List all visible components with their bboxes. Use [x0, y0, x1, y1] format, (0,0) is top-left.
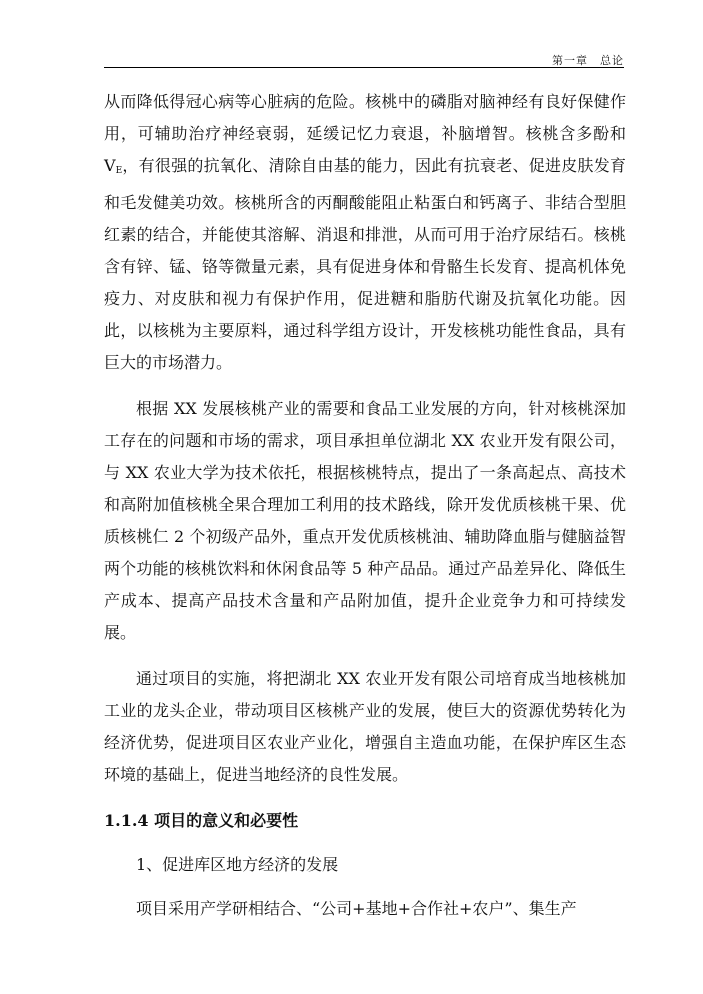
paragraph-2: 根据 XX 发展核桃产业的需要和食品工业发展的方向，针对核桃深加工存在的问题和市场的需求，项目承担单位湖北 XX 农业开发有限公司，与 XX 农业大学为技术依托，根据核桃特点，提出了一条高起点、高技术和高附加值核桃全果合理加工利用的技术路线，除开发优质核桃干果、优质核桃仁 2 个初级产品外，重点开发优质核桃油、辅助降血脂与健脑益智两个功能的核桃饮料和休闲食品等 5 种产品品。通过产品差异化、降低生产成本、提高产品技术含量和产品附加值，提升企业竞争力和可持续发展。 [104, 399, 626, 642]
vitamin-e-subscript: E [115, 166, 123, 176]
paragraph-1-part-b: ，有很强的抗氧化、清除自由基的能力，因此有抗衰老、促进皮肤发育和毛发健美功效。核桃所含的丙酮酸能阻止粘蛋白和钙离子、非结合型胆红素的结合，并能使其溶解、消退和排泄，从而可用于治疗尿结石。核桃含有锌、锰、铬等微量元素，具有促进身体和骨骼生长发育、提高机体免疫力、对皮肤和视力有保护作用，促进糖和脂肪代谢及抗氧化功能。因此，以核桃为主要原料，通过科学组方设计，开发核桃功能性食品，具有巨大的市场潜力。 [104, 156, 626, 372]
paragraph-1 [104, 86, 626, 379]
section-heading: 1.1.4 项目的意义和必要性 [104, 811, 299, 830]
running-header: 第一章 总论 [552, 54, 624, 67]
paragraph-1-part-a: 从而降低得冠心病等心脏病的危险。核桃中的磷脂对脑神经有良好保健作用，可辅助治疗神经衰弱，延缓记忆力衰退，补脑增智。核桃含多酚和 V [104, 92, 626, 175]
list-item-1: 1、促进库区地方经济的发展 [136, 855, 339, 874]
paragraph-4: 项目采用产学研相结合、“公司+基地+合作社+农户”、集生产 [136, 899, 577, 918]
header-rule [104, 67, 624, 68]
document-body [104, 86, 626, 925]
paragraph-3: 通过项目的实施，将把湖北 XX 农业开发有限公司培育成当地核桃加工业的龙头企业，带动项目区核桃产业的发展，使巨大的资源优势转化为经济优势，促进项目区农业产业化，增强自主造血功能，在保护库区生态环境的基础上，促进当地经济的良性发展。 [104, 669, 626, 784]
